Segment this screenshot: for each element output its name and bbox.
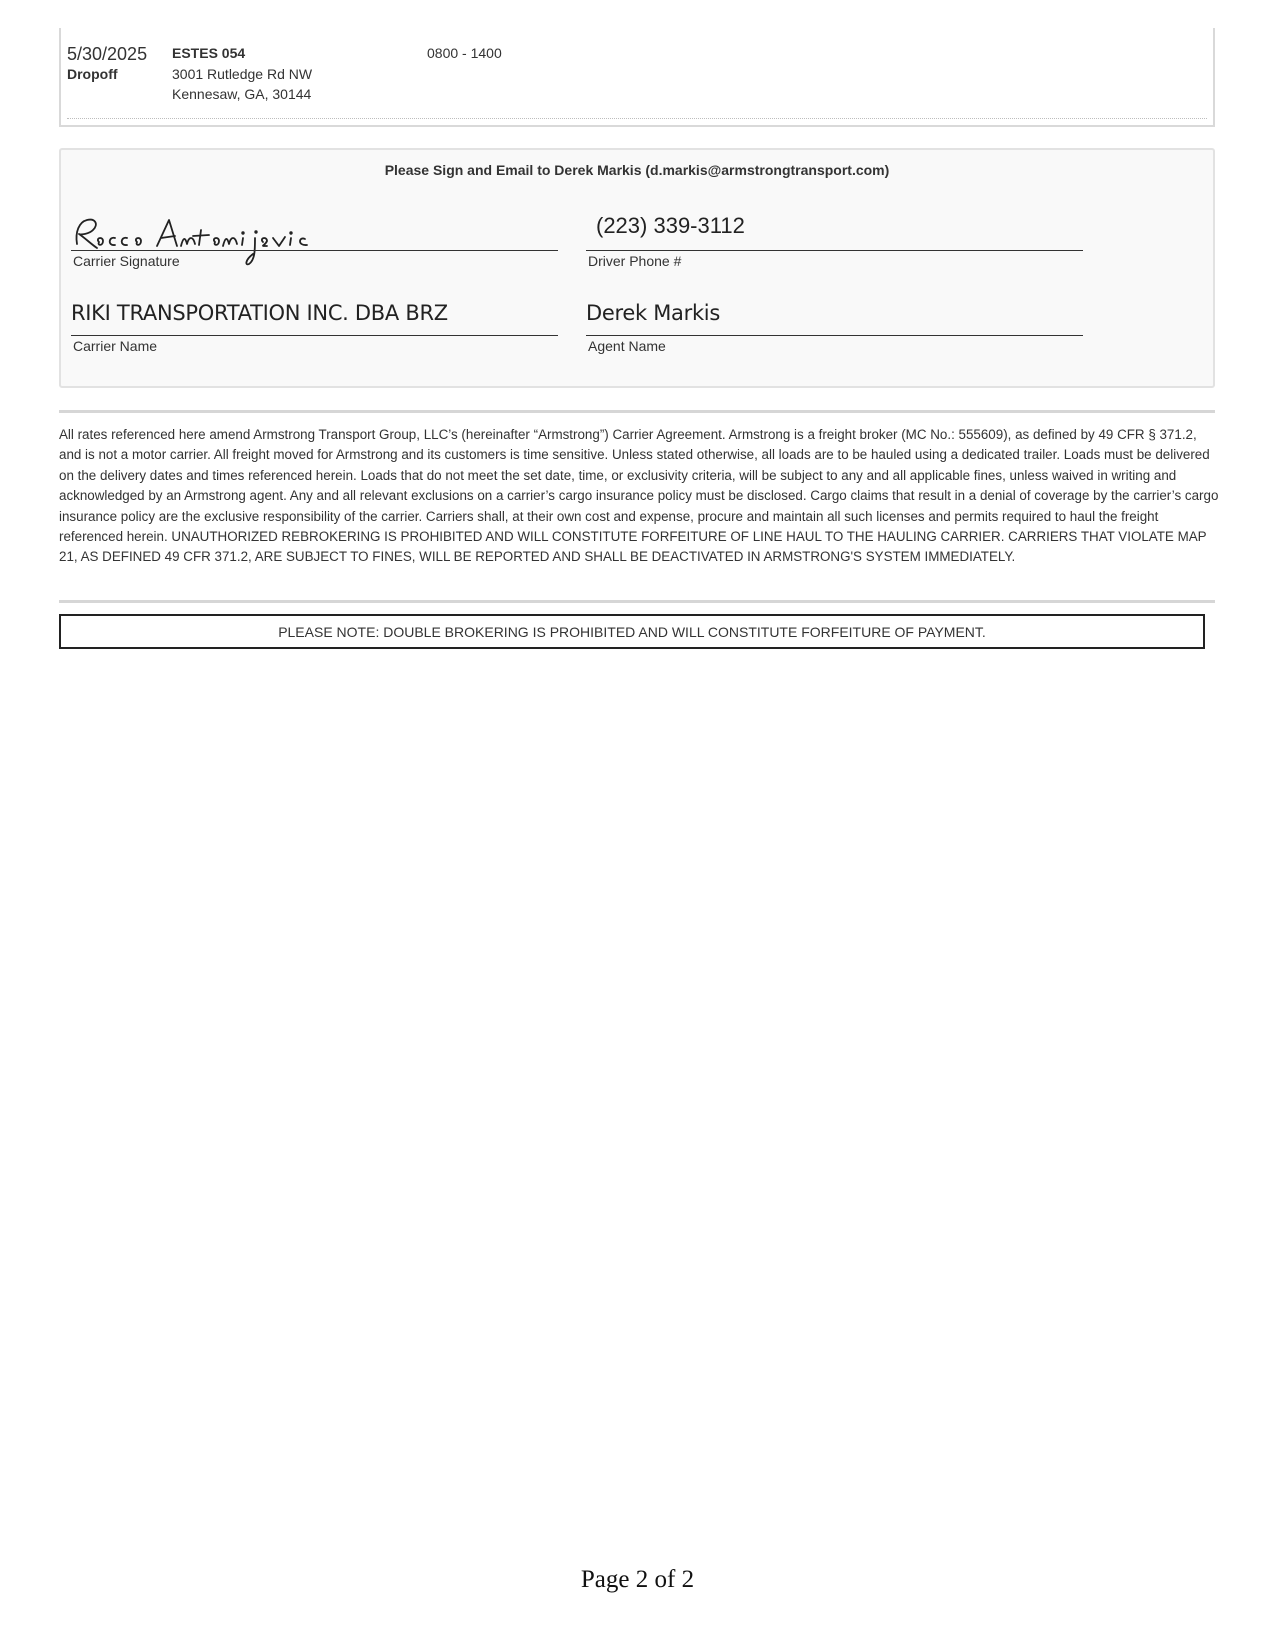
agent-name-field[interactable]: [586, 295, 1083, 355]
agent-name-line: [586, 335, 1083, 336]
agent-name-value: Derek Markis: [586, 301, 720, 325]
signature-panel: [59, 148, 1215, 388]
signature-line: [71, 250, 558, 251]
sign-instructions: Please Sign and Email to Derek Markis (d.markis@armstrongtransport.com): [384, 162, 890, 178]
stop-time-window: 0800 - 1400: [427, 45, 502, 61]
stop-location-name: ESTES 054: [172, 45, 246, 61]
stop-type: Dropoff: [67, 66, 118, 82]
carrier-name-value: RIKI TRANSPORTATION INC. DBA BRZ: [71, 301, 448, 325]
stop-address-line1: 3001 Rutledge Rd NW: [172, 66, 313, 82]
carrier-name-line: [71, 335, 558, 336]
agent-name-label: Agent Name: [588, 338, 666, 354]
terms-paragraph: All rates referenced here amend Armstrong Transport Group, LLC’s (hereinafter “Armstrong”) Carrier Agreement. Armstrong is a freight broker (MC No.: 555609), as defined by 49 CFR § 371.2, and is not a motor carrier. All freight moved for Armstrong and its customers is time sensitive. Unless stated otherwise, all loads are to be hauled using a dedicated trailer. Loads must be delivered on the delivery dates and times referenced herein. Loads that do not meet the set date, time, or exclusivity criteria, will be subject to any and all applicable fines, unless waived in writing and acknowledged by an Armstrong agent. Any and all relevant exclusions on a carrier’s cargo insurance policy must be disclosed. Cargo claims that result in a denial of coverage by the carrier’s cargo insurance policy are the exclusive responsibility of the carrier. Carriers shall, at their own cost and expense, procure and maintain all such licenses and permits required to haul the freight referenced herein. UNAUTHORIZED REBROKERING IS PROHIBITED AND WILL CONSTITUTE FORFEITURE OF LINE HAUL TO THE HAULING CARRIER. CARRIERS THAT VIOLATE MAP 21, AS DEFINED 49 CFR 371.2, ARE SUBJECT TO FINES, WILL BE REPORTED AND SHALL BE DEACTIVATED IN ARMSTRONG'S SYSTEM IMMEDIATELY.: [59, 427, 1219, 565]
driver-phone-label: Driver Phone #: [588, 253, 682, 269]
driver-phone-value: (223) 339-3112: [596, 213, 745, 238]
terms-top-divider: [59, 410, 1215, 413]
page-number: Page 2 of 2: [580, 1566, 695, 1593]
carrier-signature-label: Carrier Signature: [73, 253, 180, 269]
carrier-signature-field[interactable]: [71, 210, 558, 270]
stop-details-box: [59, 28, 1215, 127]
stop-address-line2: Kennesaw, GA, 30144: [172, 86, 312, 102]
driver-phone-line: [586, 250, 1083, 251]
double-brokering-notice: [59, 614, 1205, 649]
dotted-divider: [67, 118, 1207, 119]
driver-phone-field[interactable]: [586, 210, 1083, 270]
carrier-name-field[interactable]: [71, 295, 558, 355]
notice-text: PLEASE NOTE: DOUBLE BROKERING IS PROHIBITED AND WILL CONSTITUTE FORFEITURE OF PAYMENT.: [278, 623, 986, 640]
terms-bottom-divider: [59, 600, 1215, 603]
stop-date: 5/30/2025: [67, 44, 148, 64]
carrier-name-label: Carrier Name: [73, 338, 158, 354]
